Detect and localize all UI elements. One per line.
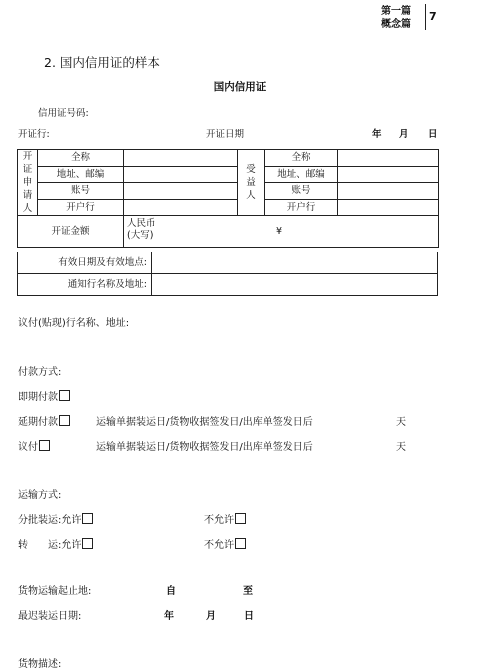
applicant-name-label: 全称: [38, 150, 124, 167]
deferred-payment-option[interactable]: [18, 413, 70, 428]
applicant-vertical-label: 开 证 申 请 人: [18, 150, 38, 216]
applicant-bank-value[interactable]: [124, 199, 238, 216]
beneficiary-account-label: 账号: [265, 183, 338, 200]
applicant-address-label: 地址、邮编: [38, 166, 124, 183]
negotiation-option[interactable]: [18, 438, 50, 453]
beneficiary-address-label: 地址、邮编: [265, 166, 338, 183]
negotiation-text: 运输单据装运日/货物收据签发日/出库单签发日后: [96, 442, 313, 453]
deferred-payment-label: 延期付款: [18, 417, 58, 428]
latest-shipment-label: 最迟装运日期:: [18, 611, 82, 622]
beneficiary-name-value[interactable]: [338, 150, 439, 167]
transship-allowed-checkbox[interactable]: [82, 538, 93, 549]
transshipment-label: 转 运:: [18, 540, 62, 551]
applicant-name-value[interactable]: [124, 150, 238, 167]
header-chapter-label: 概念篇: [381, 19, 411, 30]
applicant-bank-label: 开户行: [38, 199, 124, 216]
negotiation-days-unit: 天: [396, 442, 406, 453]
header-part-label: 第一篇: [381, 6, 411, 17]
partial-not-allowed-option: [204, 511, 246, 526]
issue-year-unit: 年: [372, 129, 382, 140]
transship-not-allowed-checkbox[interactable]: [235, 538, 246, 549]
transship-not-allowed-option: [204, 536, 246, 551]
transship-allowed-label: 允许: [61, 540, 82, 551]
amount-value-cell[interactable]: [124, 216, 439, 248]
negotiating-bank-label: 议付(贴现)行名称、地址:: [18, 318, 130, 329]
currency-sub-label: (大写): [127, 230, 154, 241]
latest-shipment-day-unit: 日: [244, 611, 254, 622]
sight-payment-option[interactable]: [18, 388, 70, 403]
expiry-row[interactable]: [17, 252, 438, 274]
applicant-account-value[interactable]: [124, 183, 238, 200]
partial-shipment-row: [18, 511, 93, 526]
latest-shipment-month-unit: 月: [206, 611, 216, 622]
issue-day-unit: 日: [428, 129, 438, 140]
negotiation-label: 议付: [18, 442, 38, 453]
partial-allowed-label: 允许: [61, 515, 82, 526]
beneficiary-bank-value[interactable]: [338, 199, 439, 216]
deferred-payment-checkbox[interactable]: [59, 415, 70, 426]
beneficiary-bank-label: 开户行: [265, 199, 338, 216]
partial-allowed-checkbox[interactable]: [82, 513, 93, 524]
page-number: 7: [429, 10, 437, 23]
sight-payment-label: 即期付款: [18, 392, 58, 403]
applicant-address-value[interactable]: [124, 166, 238, 183]
lc-parties-table: [17, 149, 439, 248]
route-to-label: 至: [243, 586, 253, 597]
sight-payment-checkbox[interactable]: [59, 390, 70, 401]
goods-description-label: 货物描述:: [18, 659, 62, 670]
lc-number-label: 信用证号码:: [38, 108, 89, 119]
negotiation-checkbox[interactable]: [39, 440, 50, 451]
route-from-label: 自: [166, 586, 176, 597]
payment-heading: 付款方式:: [18, 367, 62, 378]
issue-month-unit: 月: [399, 129, 409, 140]
currency-symbol: ¥: [276, 226, 283, 237]
transport-heading: 运输方式:: [18, 490, 62, 501]
beneficiary-account-value[interactable]: [338, 183, 439, 200]
header-divider: [425, 4, 426, 30]
amount-label: 开证金额: [18, 216, 124, 248]
currency-label: 人民币: [127, 218, 156, 229]
beneficiary-vertical-label: 受 益 人: [238, 150, 265, 216]
partial-shipment-label: 分批装运:: [18, 515, 62, 526]
section-title: 2. 国内信用证的样本: [44, 55, 160, 70]
issue-date-label: 开证日期: [206, 129, 245, 140]
latest-shipment-year-unit: 年: [164, 611, 174, 622]
transship-not-allowed-label: 不允许: [204, 540, 234, 551]
route-label: 货物运输起止地:: [18, 586, 92, 597]
advising-bank-row[interactable]: [17, 274, 438, 296]
partial-not-allowed-label: 不允许: [204, 515, 234, 526]
applicant-account-label: 账号: [38, 183, 124, 200]
beneficiary-name-label: 全称: [265, 150, 338, 167]
document-title: 国内信用证: [213, 81, 267, 93]
deferred-days-unit: 天: [396, 417, 406, 428]
transshipment-row: [18, 536, 93, 551]
expiry-label: 有效日期及有效地点:: [18, 252, 152, 273]
beneficiary-address-value[interactable]: [338, 166, 439, 183]
advising-bank-label: 通知行名称及地址:: [18, 274, 152, 295]
deferred-payment-text: 运输单据装运日/货物收据签发日/出库单签发日后: [96, 417, 313, 428]
header-part: [370, 5, 422, 31]
partial-not-allowed-checkbox[interactable]: [235, 513, 246, 524]
issuing-bank-label: 开证行:: [18, 129, 50, 140]
